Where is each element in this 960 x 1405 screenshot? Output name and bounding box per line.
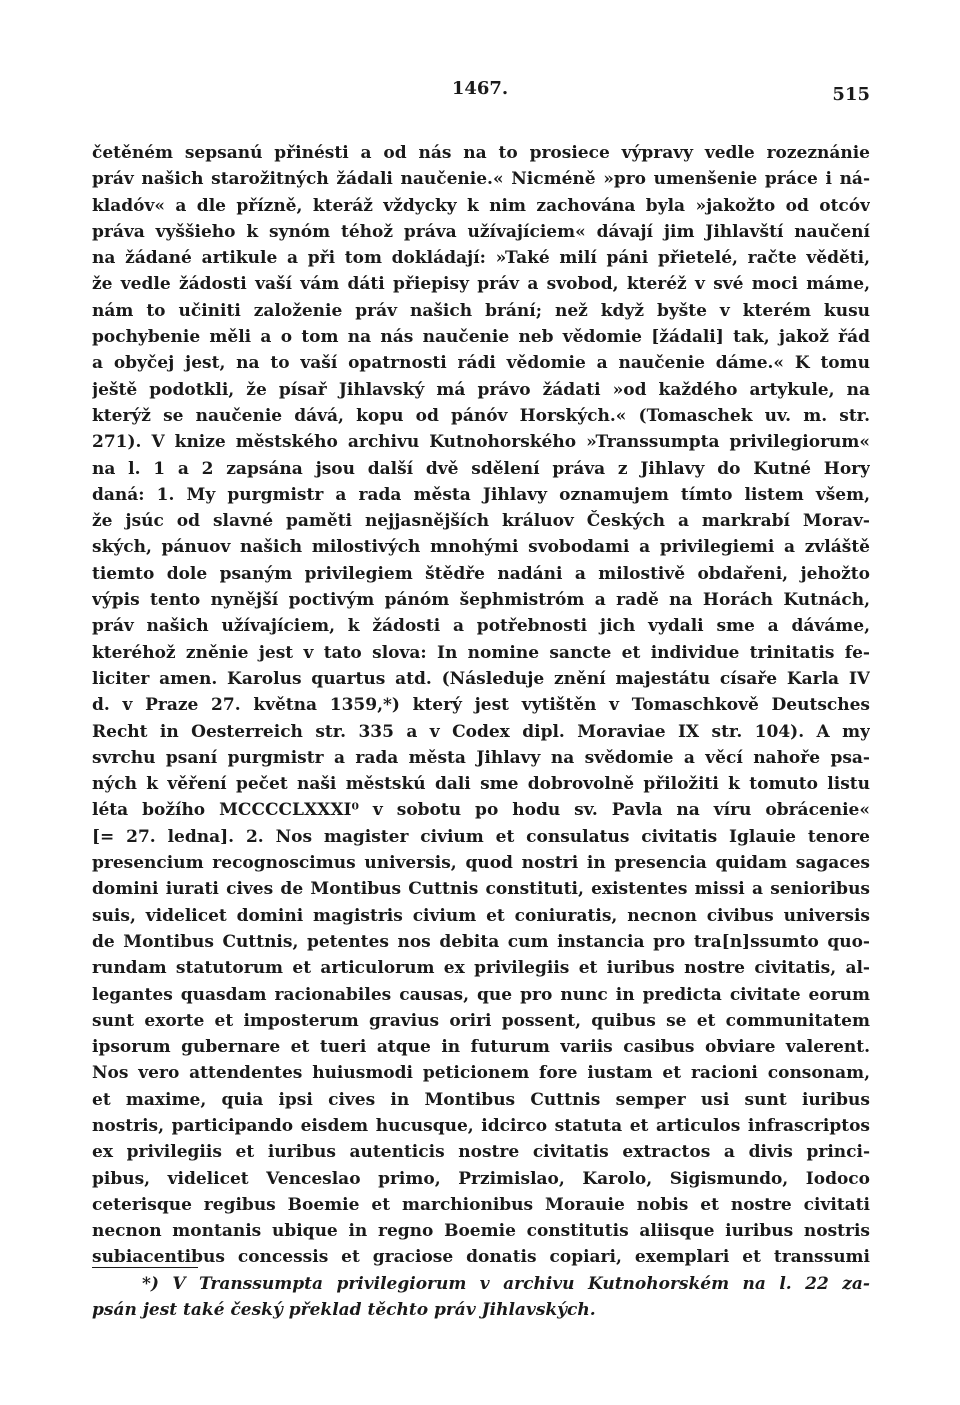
text-line: četěném sepsanú přinésti a od nás na to prosiece výpravy vedle rozeznánie: [92, 143, 870, 163]
text-line: že vedle žádosti vaší vám dáti přiepisy práv a svobod, kteréž v své moci máme,: [92, 274, 870, 295]
footnote-line: psán jest také český překlad těchto práv Jihlavských.: [92, 1300, 596, 1320]
text-line: suis, videlicet domini magistris civium et coniuratis, necnon civibus universis: [92, 905, 870, 926]
text-line: pibus, videlicet Venceslao primo, Przimislao, Karolo, Sigismundo, Iodoco: [92, 1168, 870, 1189]
text-line: že jsúc od slavné paměti nejjasnějších králuov Českých a markrabí Morav-: [92, 511, 870, 532]
footnote-line: *) V Transsumpta privilegiorum v archivu Kutnohorském na l. 22 za-: [142, 1274, 870, 1294]
text-line: rundam statutorum et articulorum ex privilegiis et iuribus nostre civitatis, al-: [92, 958, 870, 979]
text-line: nostris, participando eisdem hucusque, idcirco statuta et articulos infrascriptos: [92, 1115, 870, 1136]
page-number: 515: [832, 84, 870, 105]
text-line: na žádané artikule a při tom dokládají: »Také milí páni přietelé, račte věděti,: [92, 248, 870, 269]
text-line: a obyčej jest, na to vaší opatrnosti rádi vědomie a naučenie dáme.« K tomu: [92, 353, 870, 374]
year-heading: 1467.: [451, 78, 509, 99]
text-line: de Montibus Cuttnis, petentes nos debita cum instancia pro tra[n]ssumto quo-: [92, 931, 870, 952]
text-line: d. v Praze 27. května 1359,*) který jest vytištěn v Tomaschkově Deutsches: [92, 695, 870, 716]
text-line: presencium recognoscimus universis, quod nostri in presencia quidam sagaces: [92, 853, 870, 874]
text-line: subiacentibus concessis et graciose donatis copiari, exemplari et transsumi: [92, 1247, 870, 1268]
text-line: svrchu psaní purgmistr a rada města Jihlavy na svědomie a věcí nahoře psa-: [92, 747, 870, 768]
text-line: domini iurati cives de Montibus Cuttnis constituti, existentes missi a senioribus: [92, 879, 870, 900]
text-line: práv našich starožitných žádali naučenie.« Nicméně »pro umenšenie práce i ná-: [92, 169, 870, 190]
text-line: et maxime, quia ipsi cives in Montibus Cuttnis semper usi sunt iuribus: [92, 1089, 870, 1110]
main-text-block: [92, 140, 870, 1271]
text-line: ještě podotkli, že písař Jihlavský má právo žádati »od každého artykule, na: [92, 379, 870, 400]
text-line: tiemto dole psaným privilegiem štědře nadáni a milostivě obdařeni, jehožto: [92, 563, 870, 584]
text-line: legantes quasdam racionabiles causas, que pro nunc in predicta civitate eorum: [92, 984, 870, 1005]
text-line: nám to učiniti založenie práv našich brání; než když byšte v kterém kusu: [92, 300, 870, 321]
text-line: kteréhož zněnie jest v tato slova: In nomine sancte et individue trinitatis fe-: [92, 642, 870, 663]
text-line: sunt exorte et imposterum gravius oriri possent, quibus se et communitatem: [92, 1010, 870, 1031]
text-line: ceterisque regibus Boemie et marchionibus Morauie nobis et nostre civitati: [92, 1194, 870, 1215]
text-line: ex privilegiis et iuribus autenticis nostre civitatis extractos a divis princi-: [92, 1142, 870, 1163]
text-line: ipsorum gubernare et tueri atque in futurum variis casibus obviare valerent.: [92, 1037, 870, 1058]
text-line: na l. 1 a 2 zapsána jsou další dvě sdělení práva z Jihlavy do Kutné Hory: [92, 458, 870, 479]
footnote-separator: [92, 1267, 198, 1268]
text-line: kterýž se naučenie dává, kopu od pánóv Horských.« (Tomaschek uv. m. str.: [92, 405, 870, 426]
footnote: [92, 1271, 870, 1323]
text-line: Recht in Oesterreich str. 335 a v Codex dipl. Moraviae IX str. 104). A my: [92, 721, 870, 742]
running-header: [90, 78, 870, 108]
text-line: práv našich užívajíciem, k žádosti a potřebnosti jich vydali sme a dáváme,: [92, 616, 870, 637]
text-line: léta božího MCCCCLXXXI⁰ v sobotu po hodu sv. Pavla na víru obrácenie«: [92, 800, 870, 821]
text-line: [= 27. ledna]. 2. Nos magister civium et consulatus civitatis Iglauie tenore: [92, 826, 870, 847]
text-line: liciter amen. Karolus quartus atd. (Následuje znění majestátu císaře Karla IV: [92, 668, 870, 689]
text-line: necnon montanis ubique in regno Boemie constitutis aliisque iuribus nostris: [92, 1221, 870, 1242]
text-line: Nos vero attendentes huiusmodi peticionem fore iustam et racioni consonam,: [92, 1063, 870, 1084]
text-line: ných k věření pečet naši městskú dali sme dobrovolně přiložiti k tomuto listu: [92, 774, 870, 795]
text-line: práva vyššieho k synóm téhož práva užívajíciem« dávají jim Jihlavští naučení: [92, 221, 870, 242]
text-line: výpis tento nynější poctivým pánóm šephmistróm a radě na Horách Kutnách,: [92, 590, 870, 611]
text-line: kladóv« a dle přízně, kteráž vždycky k nim zachována byla »jakožto od otcóv: [92, 195, 870, 216]
text-line: 271). V knize městského archivu Kutnohorského »Transsumpta privilegiorum«: [92, 432, 870, 453]
text-line: daná: 1. My purgmistr a rada města Jihlavy oznamujem tímto listem všem,: [92, 484, 870, 505]
text-line: ských, pánuov našich milostivých mnohými svobodami a privilegiemi a zvláště: [92, 537, 870, 558]
text-line: pochybenie měli a o tom na nás naučenie neb vědomie [žádali] tak, jakož řád: [92, 327, 870, 348]
